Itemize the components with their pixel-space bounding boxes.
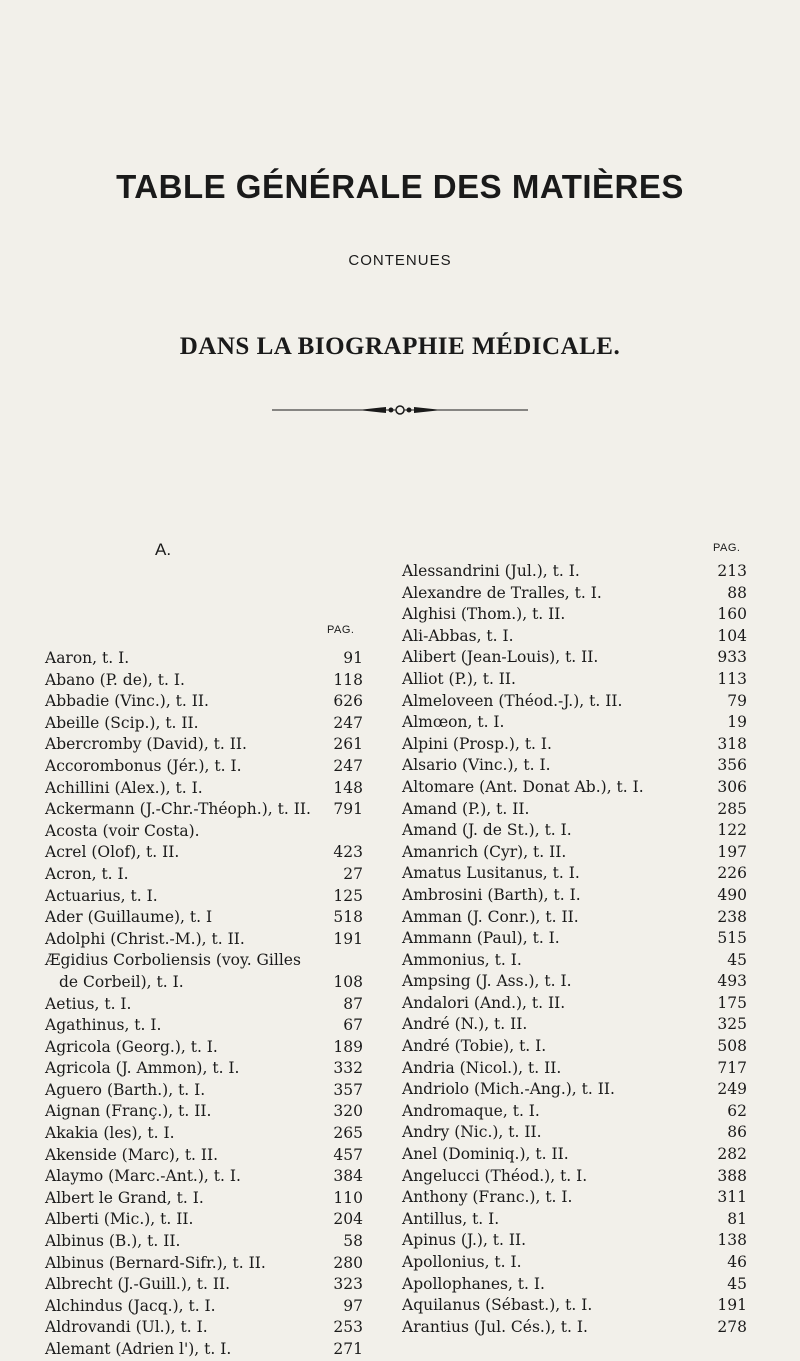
entry-page: 81 <box>727 1209 747 1228</box>
entry-page: 261 <box>333 735 363 754</box>
index-entry <box>45 886 363 908</box>
entry-page: 325 <box>717 1015 747 1034</box>
entry-page: 46 <box>727 1253 747 1271</box>
index-entry <box>45 799 363 821</box>
entry-name: Abbadie (Vinc.), t. II. <box>45 692 209 711</box>
entry-page: 191 <box>333 929 363 948</box>
index-entry <box>45 1231 363 1253</box>
entry-page: 189 <box>333 1037 363 1056</box>
index-entry <box>45 994 363 1016</box>
right-page-column-header: PAG. <box>713 542 741 554</box>
entry-page: 323 <box>333 1275 363 1294</box>
entry-page: 110 <box>333 1188 363 1207</box>
entry-name: Achillini (Alex.), t. I. <box>45 778 203 797</box>
entry-name: Aguero (Barth.), t. I. <box>45 1080 206 1099</box>
entry-page: 384 <box>333 1167 363 1186</box>
index-entry <box>402 561 747 583</box>
entry-name: Alexandre de Tralles, t. I. <box>402 583 602 602</box>
index-entry <box>402 1122 747 1144</box>
index-entry <box>402 993 747 1015</box>
entry-name: Accorombonus (Jér.), t. I. <box>45 756 242 775</box>
index-entry <box>402 1166 747 1188</box>
entry-name: Alberti (Mic.), t. II. <box>45 1210 194 1229</box>
entry-name: Andria (Nicol.), t. II. <box>402 1058 562 1077</box>
entry-page: 62 <box>727 1101 747 1120</box>
index-entry <box>45 929 363 951</box>
entry-name: Alliot (P.), t. II. <box>402 669 516 688</box>
entry-page: 91 <box>343 649 363 667</box>
entry-page: 423 <box>333 843 363 862</box>
index-entry <box>402 799 747 821</box>
entry-page: 518 <box>333 908 363 927</box>
index-entry <box>402 1230 747 1252</box>
entry-name: Aldrovandi (Ul.), t. I. <box>45 1318 208 1337</box>
entry-name: André (N.), t. II. <box>402 1015 528 1034</box>
entry-page: 933 <box>717 648 747 667</box>
entry-page: 213 <box>717 562 747 580</box>
entry-name: Andalori (And.), t. II. <box>402 993 566 1012</box>
entry-page: 122 <box>717 821 747 840</box>
entry-name: Amand (P.), t. II. <box>402 799 530 818</box>
index-entry <box>45 778 363 800</box>
entry-page: 197 <box>717 842 747 861</box>
entry-page: 45 <box>727 1274 747 1293</box>
entry-name: Ader (Guillaume), t. I <box>45 908 213 927</box>
entry-page: 204 <box>333 1210 363 1229</box>
entry-page: 515 <box>717 929 747 948</box>
index-entry <box>402 1187 747 1209</box>
index-entry <box>402 1317 747 1339</box>
entry-name: Anel (Dominiq.), t. II. <box>402 1145 569 1164</box>
entry-page: 356 <box>717 756 747 775</box>
index-entry <box>45 756 363 778</box>
entry-page: 282 <box>717 1145 747 1164</box>
index-entry <box>45 1188 363 1210</box>
entry-page: 88 <box>727 583 747 602</box>
page-subtitle: CONTENUES <box>348 252 452 269</box>
index-entry <box>402 691 747 713</box>
entry-page: 226 <box>717 864 747 883</box>
index-entry <box>402 820 747 842</box>
entry-page: 113 <box>717 669 747 688</box>
index-entry <box>402 885 747 907</box>
index-entry <box>45 1058 363 1080</box>
section-letter: A. <box>155 540 172 559</box>
entry-name: Andriolo (Mich.-Ang.), t. II. <box>402 1080 615 1099</box>
index-entry <box>402 1014 747 1036</box>
entry-page: 58 <box>343 1232 363 1251</box>
index-entry <box>402 907 747 929</box>
entry-name: Amand (J. de St.), t. I. <box>402 821 572 840</box>
entry-name: Albinus (Bernard-Sifr.), t. II. <box>45 1253 266 1272</box>
index-entry <box>402 1209 747 1231</box>
entry-name: Akakia (les), t. I. <box>45 1124 175 1143</box>
entry-name: Amanrich (Cyr), t. II. <box>402 842 567 861</box>
entry-page: 79 <box>727 691 747 710</box>
index-entry <box>45 1166 363 1188</box>
entry-page: 508 <box>717 1037 747 1056</box>
entry-page: 626 <box>333 692 363 711</box>
entry-name: Alchindus (Jacq.), t. I. <box>45 1296 216 1315</box>
index-entry <box>45 1253 363 1275</box>
index-entry <box>402 1144 747 1166</box>
entry-name: Ackermann (J.-Chr.-Théoph.), t. II. <box>45 800 311 819</box>
entry-page: 457 <box>333 1145 363 1164</box>
index-entry <box>402 712 747 734</box>
index-entry <box>402 1252 747 1274</box>
index-entry <box>402 1058 747 1080</box>
entry-name: Apollonius, t. I. <box>402 1253 522 1271</box>
entry-page: 278 <box>717 1317 747 1336</box>
entry-name: Ampsing (J. Ass.), t. I. <box>402 972 572 991</box>
entry-name: Ali-Abbas, t. I. <box>402 626 514 645</box>
entry-name: Acron, t. I. <box>45 864 129 883</box>
entry-name: Andry (Nic.), t. II. <box>402 1123 542 1142</box>
entry-page: 19 <box>727 713 747 732</box>
entry-page: 247 <box>333 713 363 732</box>
left-index-column <box>45 648 363 1361</box>
entry-page: 493 <box>717 972 747 991</box>
entry-page: 320 <box>333 1102 363 1121</box>
page-title: TABLE GÉNÉRALE DES MATIÈRES <box>116 168 684 205</box>
entry-page: 490 <box>717 885 747 904</box>
entry-page: 138 <box>717 1231 747 1250</box>
entry-page: 717 <box>717 1058 747 1077</box>
index-entry <box>402 928 747 950</box>
entry-name: Albinus (B.), t. II. <box>45 1232 181 1251</box>
ornament-divider-icon <box>272 404 528 416</box>
entry-name: Aetius, t. I. <box>45 994 132 1013</box>
index-entry <box>402 647 747 669</box>
entry-name: Acrel (Olof), t. II. <box>45 843 180 862</box>
entry-page: 160 <box>717 605 747 624</box>
entry-name: Andromaque, t. I. <box>402 1101 540 1120</box>
entry-name: Ammonius, t. I. <box>402 950 522 969</box>
entry-name: Aignan (Franç.), t. II. <box>45 1102 212 1121</box>
index-entry <box>402 1295 747 1317</box>
entry-name: Albrecht (J.-Guill.), t. II. <box>45 1275 231 1294</box>
entry-name: Alibert (Jean-Louis), t. II. <box>402 648 599 667</box>
index-entry <box>402 604 747 626</box>
entry-page: 175 <box>717 993 747 1012</box>
index-entry <box>45 1123 363 1145</box>
page-subtitle-secondary: DANS LA BIOGRAPHIE MÉDICALE. <box>179 333 621 360</box>
entry-name: Amman (J. Conr.), t. II. <box>402 907 579 926</box>
entry-name: Ægidius Corboliensis (voy. Gilles <box>45 951 301 970</box>
entry-name: Akenside (Marc), t. II. <box>45 1145 219 1164</box>
entry-page: 45 <box>727 950 747 969</box>
index-entry <box>402 842 747 864</box>
index-entry <box>402 1274 747 1296</box>
index-entry <box>402 626 747 648</box>
index-entry <box>45 864 363 886</box>
index-entry <box>402 1036 747 1058</box>
entry-name: Alsario (Vinc.), t. I. <box>402 756 551 775</box>
entry-name: Ambrosini (Barth), t. I. <box>402 885 581 904</box>
entry-name: Altomare (Ant. Donat Ab.), t. I. <box>402 777 644 796</box>
entry-page: 285 <box>717 799 747 818</box>
entry-name: Alpini (Prosp.), t. I. <box>402 734 552 753</box>
index-entry <box>402 583 747 605</box>
entry-page: 97 <box>343 1296 363 1315</box>
entry-page: 791 <box>333 800 363 819</box>
index-entry <box>45 950 363 972</box>
right-index-column <box>402 561 747 1338</box>
entry-name: Arantius (Jul. Cés.), t. I. <box>402 1317 588 1336</box>
entry-page: 191 <box>717 1296 747 1315</box>
entry-page: 388 <box>717 1166 747 1185</box>
index-entry <box>45 734 363 756</box>
entry-page: 306 <box>717 777 747 796</box>
entry-name: Aquilanus (Sébast.), t. I. <box>402 1296 593 1315</box>
entry-name: Almœon, t. I. <box>402 713 505 732</box>
entry-page: 249 <box>717 1080 747 1099</box>
index-entry <box>45 691 363 713</box>
entry-page: 238 <box>717 907 747 926</box>
entry-name: Almeloveen (Théod.-J.), t. II. <box>402 691 623 710</box>
entry-page: 104 <box>717 626 747 645</box>
entry-name: Apinus (J.), t. II. <box>402 1231 527 1250</box>
entry-page: 118 <box>333 670 363 689</box>
entry-name: Agricola (Georg.), t. I. <box>45 1037 218 1056</box>
index-entry <box>402 777 747 799</box>
entry-name: Albert le Grand, t. I. <box>45 1188 204 1207</box>
index-entry <box>402 863 747 885</box>
index-entry <box>402 669 747 691</box>
index-entry <box>402 1101 747 1123</box>
entry-name: Actuarius, t. I. <box>45 886 158 905</box>
index-entry <box>45 648 363 670</box>
index-entry <box>45 1080 363 1102</box>
entry-name: Abano (P. de), t. I. <box>45 670 185 689</box>
entry-page: 27 <box>343 864 363 883</box>
entry-name: Ammann (Paul), t. I. <box>402 929 560 948</box>
entry-name: Agricola (J. Ammon), t. I. <box>45 1059 240 1078</box>
entry-name: Alghisi (Thom.), t. II. <box>402 605 566 624</box>
index-entry <box>45 670 363 692</box>
index-entry <box>402 755 747 777</box>
index-entry <box>45 907 363 929</box>
entry-page: 247 <box>333 756 363 775</box>
entry-page: 332 <box>333 1059 363 1078</box>
index-entry <box>45 1274 363 1296</box>
index-entry <box>45 1317 363 1339</box>
entry-name: Alemant (Adrien l'), t. I. <box>45 1340 232 1358</box>
index-entry <box>45 713 363 735</box>
entry-page: 357 <box>333 1080 363 1099</box>
entry-name: Abeille (Scip.), t. II. <box>45 713 199 732</box>
left-page-column-header: PAG. <box>327 624 355 636</box>
entry-page: 108 <box>333 972 363 991</box>
entry-name: Antillus, t. I. <box>402 1209 500 1228</box>
entry-name: Aaron, t. I. <box>45 649 130 667</box>
entry-name: Abercromby (David), t. II. <box>45 735 247 754</box>
entry-page: 280 <box>333 1253 363 1272</box>
entry-page: 148 <box>333 778 363 797</box>
entry-page: 86 <box>727 1123 747 1142</box>
index-entry <box>402 1079 747 1101</box>
index-entry <box>45 1339 363 1361</box>
entry-name: André (Tobie), t. I. <box>402 1037 547 1056</box>
entry-page: 271 <box>333 1340 363 1358</box>
index-entry <box>45 972 363 994</box>
index-entry <box>45 1145 363 1167</box>
index-entry <box>402 734 747 756</box>
entry-name: Apollophanes, t. I. <box>402 1274 545 1293</box>
entry-page: 67 <box>343 1016 363 1035</box>
index-entry <box>402 950 747 972</box>
index-entry <box>45 1209 363 1231</box>
index-entry <box>45 821 363 843</box>
entry-name: Alessandrini (Jul.), t. I. <box>402 562 580 580</box>
entry-page: 265 <box>333 1124 363 1143</box>
entry-name: Alaymo (Marc.-Ant.), t. I. <box>45 1167 241 1186</box>
index-entry <box>45 1015 363 1037</box>
index-entry <box>45 1101 363 1123</box>
index-entry <box>45 1037 363 1059</box>
entry-name: Adolphi (Christ.-M.), t. II. <box>45 929 245 948</box>
entry-page: 311 <box>717 1188 747 1207</box>
entry-name: Agathinus, t. I. <box>45 1016 162 1035</box>
entry-name: Angelucci (Théod.), t. I. <box>402 1166 588 1185</box>
entry-page: 125 <box>333 886 363 905</box>
index-entry <box>45 842 363 864</box>
entry-name: de Corbeil), t. I. <box>59 972 184 991</box>
index-entry <box>45 1296 363 1318</box>
index-entry <box>402 971 747 993</box>
entry-page: 87 <box>343 994 363 1013</box>
entry-name: Acosta (voir Costa). <box>45 821 200 840</box>
entry-name: Amatus Lusitanus, t. I. <box>402 864 580 883</box>
entry-page: 253 <box>333 1318 363 1337</box>
entry-page: 318 <box>717 734 747 753</box>
entry-name: Anthony (Franc.), t. I. <box>402 1188 573 1207</box>
